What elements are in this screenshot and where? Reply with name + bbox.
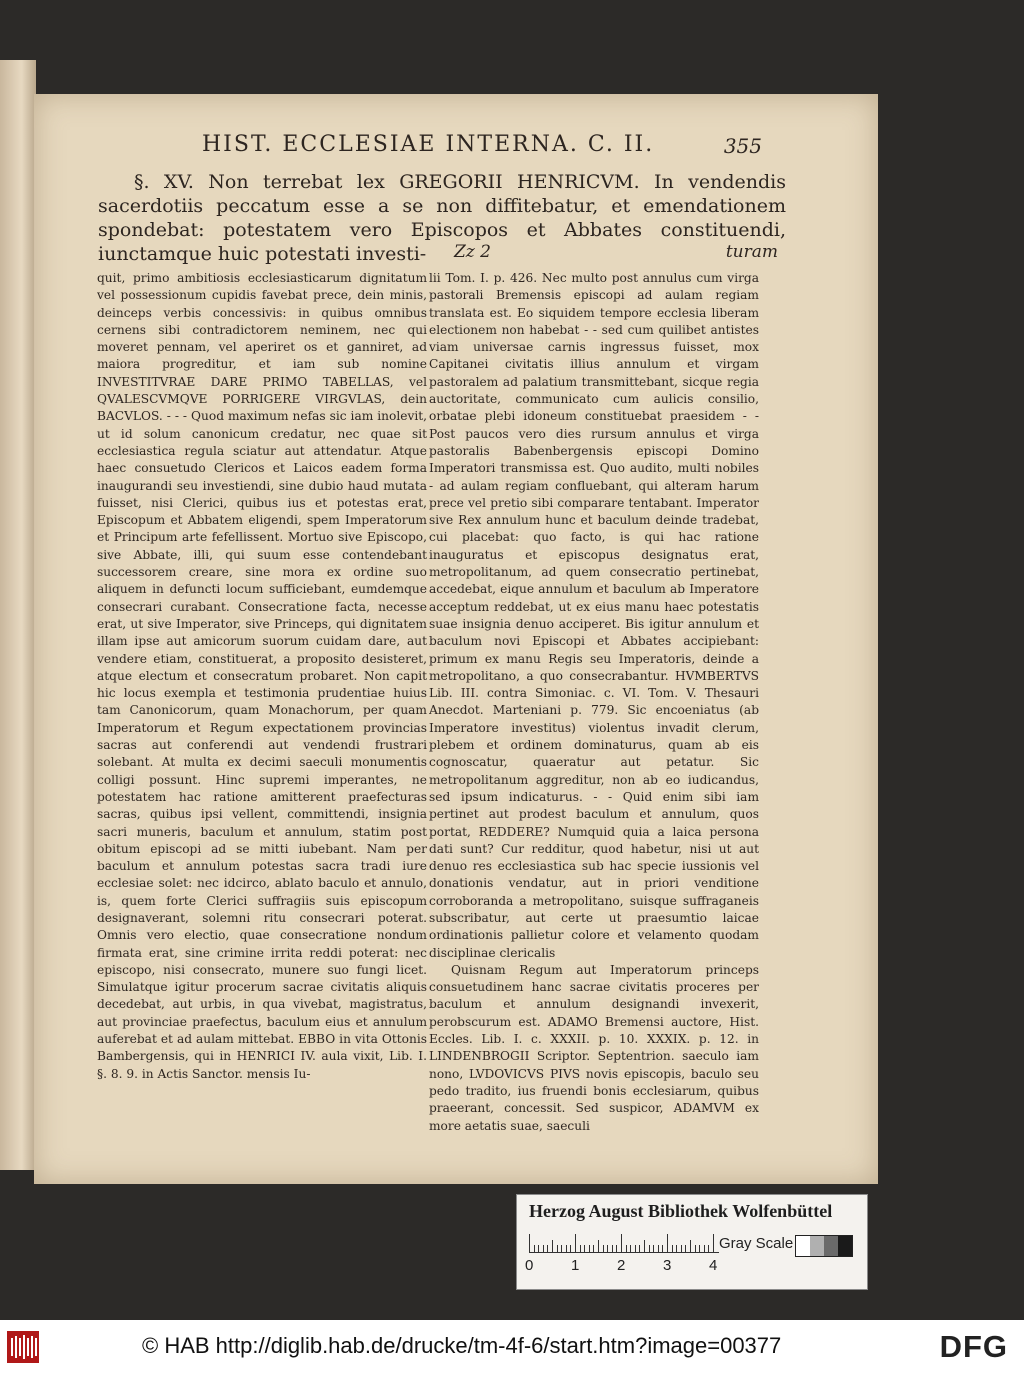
hab-logo-icon[interactable] [6, 1330, 40, 1364]
ruler-tick [639, 1245, 640, 1252]
library-color-card [516, 1194, 868, 1290]
gray-scale-swatches [795, 1235, 853, 1257]
ruler-tick [635, 1245, 636, 1252]
ruler-tick [580, 1245, 581, 1252]
ruler-tick [584, 1245, 585, 1252]
library-name: Herzog August Bibliothek Wolfenbüttel [529, 1201, 833, 1221]
ruler-tick [598, 1240, 599, 1252]
right-column-text-2: Quisnam Regum aut Imperatorum princeps consuetudinem hanc sacrae civitatis proceres per baculum et annulum designandi invexerit, perobscurum est. ADAMO Bremensi auctore, Hist. Eccles. Lib. I. c. XXXII. p. 10. XXXIX. p. 12. in LINDENBROGII Scriptor. Septentrion. saeculo iam nono, LVDOVICVS PIVS novis episcopis, baculo seu pedo tradito, ius fruendi bonis ecclesiarum, quibus praeerant, concessit. Sed suspicor, ADAMVM ex more aetatis suae, saeculi [429, 962, 759, 1133]
left-column-text: quit, primo ambitiosis ecclesiasticarum dignitatum vel possessionum cupidis favebat prece, dein minis, deinceps verbis concessivis: in quibus omnibus cernens sibi contradictorem neminem, nec qui moveret pennam, vel aperiret os et ganniret, ad maiora progreditur, et iam sub nomine INVESTITVRAE DARE PRIMO TABELLAS, vel QVALESCVMQVE PORRIGERE VIRGVLAS, dein BACVLOS. - - - Quod maximum nefas sic iam inolevit, ut id solum canonicum credatur, nec quae sit ecclesiastica regula sciatur aut attendatur. Atque haec consuetudo Clericos et Laicos eadem forma inaugurandi seu investiendi, sine dubio haud mutata fuisset, nisi Clerici, quibus ius et potestas erat, Episcopum et Abbatem eligendi, spem Imperatorum et Principum arte fefellissent. Mortuo sive Episcopo, sive Abbate, illi, qui suum esse contendebant successorem creare, sine mora ex ordine suo aliquem in defuncti locum sufficiebant, eumdemque consecrari curabant. Consecratione facta, necesse erat, ut sive Imperator, sive Princeps, qui dignitatem illam ipse aut amicorum suorum cuidam dare, aut vendere etiam, constituerat, a proposito desisteret, atque electum et consecratum probaret. Non capit hic locus exempla et testimonia prudentiae huius tam Canonicorum, quam Monachorum, per quam Imperatorum et Regum expectationem provincias sacras aut conferendi aut vendendi frustrari solebant. At multa ex decimi saeculi monumentis colligi possunt. Hinc supremi imperantes, ne potestatem hac ratione amitterent praefecturas sacras, quibus ipsi vellent, committendi, insignia sacri muneris, baculum et annulum, statim post obitum episcopi ad se mitti iubebant. Nam per baculum et annulum potestas sacra tradi iure ecclesiae solet: nec idcirco, ablato baculo et annulo, is, quem forte Clerici suffragiis suis episcopum designaverant, solemni ritu consecrari poterat. Omnis vero electio, quae consecratione nondum firmata erat, sine crimine irrita reddi poterat: nec episcopo, nisi consecrato, munere suo fungi licet. Simulatque igitur procerum sacrae civitatis aliquis decedebat, aut urbis, in qua vivebat, magistratus, aut provinciae praefectus, baculum eius et annulum auferebat et ad aulam mittebat. EBBO in vita Ottonis Bambergensis, qui in HENRICI IV. aula vixit, Lib. I. §. 8. 9. in Actis Sanctor. mensis Iu- [97, 271, 427, 1081]
ruler-tick [676, 1245, 677, 1252]
ruler-tick [603, 1245, 604, 1252]
gray-scale-label: Gray Scale [719, 1235, 794, 1252]
ruler-tick [667, 1234, 668, 1252]
ruler-tick [681, 1245, 682, 1252]
ruler-tick [543, 1245, 544, 1252]
section-xv-text: §. XV. Non terrebat lex GREGORII HENRICVM. In vendendis sacerdotiis peccatum esse a se non diffitebatur, et emendationem spondebat: potestatem vero Episcopos et Abbates constituendi, iunctamque huic potestati investi- [98, 171, 786, 265]
catchword: turam [725, 242, 778, 262]
ruler-tick [672, 1245, 673, 1252]
previous-page-edge [0, 60, 36, 1170]
ruler-tick [566, 1245, 567, 1252]
ruler-tick [534, 1245, 535, 1252]
gray-swatch [824, 1236, 838, 1256]
footnote-column-right [429, 270, 759, 1170]
dfg-logo: DFG [939, 1329, 1008, 1364]
ruler-tick [593, 1245, 594, 1252]
ruler-tick [690, 1240, 691, 1252]
ruler-tick [695, 1245, 696, 1252]
ruler-tick [662, 1245, 663, 1252]
ruler-label: 3 [663, 1257, 672, 1274]
ruler-tick [685, 1245, 686, 1252]
gray-swatch [810, 1236, 824, 1256]
ruler-label: 0 [525, 1257, 534, 1274]
ruler-tick [561, 1245, 562, 1252]
ruler-tick [589, 1245, 590, 1252]
ruler-tick [547, 1245, 548, 1252]
ruler-tick [607, 1245, 608, 1252]
running-head-title: HIST. ECCLESIAE INTERNA. C. II. [202, 132, 655, 157]
page-number: 355 [723, 134, 762, 158]
ruler-tick [658, 1245, 659, 1252]
ruler-tick [653, 1245, 654, 1252]
ruler-tick [557, 1245, 558, 1252]
ruler-tick [616, 1245, 617, 1252]
ruler-label: 1 [571, 1257, 580, 1274]
signature-line [98, 242, 786, 264]
ruler-tick [630, 1245, 631, 1252]
signature-mark: Zz 2 [454, 242, 491, 262]
ruler-tick [704, 1245, 705, 1252]
ruler-tick [649, 1245, 650, 1252]
gray-swatch [796, 1236, 810, 1256]
footer-bar [0, 1320, 1024, 1374]
footnote-column-left [97, 270, 427, 1170]
ruler-tick [626, 1245, 627, 1252]
running-head [202, 132, 762, 166]
ruler-label: 4 [709, 1257, 718, 1274]
ruler-tick [644, 1240, 645, 1252]
book-page [34, 94, 878, 1184]
ruler-tick [621, 1234, 622, 1252]
ruler-label: 2 [617, 1257, 626, 1274]
ruler-labels [525, 1257, 725, 1277]
ruler-tick [529, 1234, 530, 1252]
ruler-tick [713, 1234, 714, 1252]
ruler-tick [575, 1234, 576, 1252]
ruler-tick [699, 1245, 700, 1252]
copyright-link[interactable]: © HAB http://diglib.hab.de/drucke/tm-4f-6/start.htm?image=00377 [142, 1333, 782, 1358]
ruler-tick [538, 1245, 539, 1252]
right-column-text-1: lii Tom. I. p. 426. Nec multo post annulus cum virga pastorali Bremensis episcopi ad aulam regiam translata est. Eo siquidem tempore ecclesia liberam electionem non habebat - - sed cum quilibet antistes viam universae carnis ingressus fuisset, mox Capitanei civitatis illius annulum et virgam pastoralem ad palatium transmittebant, sicque regia auctoritate, communicato cum aulicis consilio, orbatae plebi idoneum constituebat praesidem - - Post paucos vero dies rursum annulus et virga pastoralis Babenbergensis episcopi Domino Imperatori transmissa est. Quo audito, multi nobiles - ad aulam regiam confluebant, qui alteram harum prece vel pretio sibi comparare tentabant. Imperator sive Rex annulum hunc et baculum deinde tradebat, cui placebat: quo facto, is qui hac ratione inauguratus et episcopus designatus erat, metropolitanum, ad quem consecratio pertinebat, accedebat, eique annulum et baculum ab Imperatore acceptum reddebat, ut ex eius manu haec potestatis suae insignia denuo acciperet. Bis igitur annulum et baculum novi Episcopi et Abbates accipiebant: primum ex manu Regis seu Imperatoris, deinde a metropolitano, a quo consecrabantur. HVMBERTVS Lib. III. contra Simoniac. c. VI. Tom. V. Thesauri Anecdot. Marteniani p. 779. Sic encoeniatus (ab Imperatore investitus) violentus invadit clerum, plebem et ordinem dominaturus, quam ab eis cognoscatur, quaeratur aut petatur. Sic metropolitanum aggreditur, non ab eo iudicandus, sed ipsum indicaturus. - - Quid enim sibi iam pertinet aut prodest baculum et annulum, quos portat, REDDERE? Numquid quia a laica persona dati sunt? Cur redditur, quod habetur, nisi ut aut denuo res ecclesiastica sub hac specie iussionis vel donationis vendatur, aut in priori venditione corroboranda a metropolitano, suisque suffraganeis subscribatur, aut certe ut praesumtio laicae ordinationis pallietur colore et velamento quodam disciplinae clericalis [429, 271, 759, 960]
scale-ruler [529, 1235, 719, 1253]
ruler-tick [612, 1245, 613, 1252]
ruler-tick [552, 1240, 553, 1252]
ruler-tick [570, 1245, 571, 1252]
gray-swatch [838, 1236, 852, 1256]
ruler-tick [708, 1245, 709, 1252]
